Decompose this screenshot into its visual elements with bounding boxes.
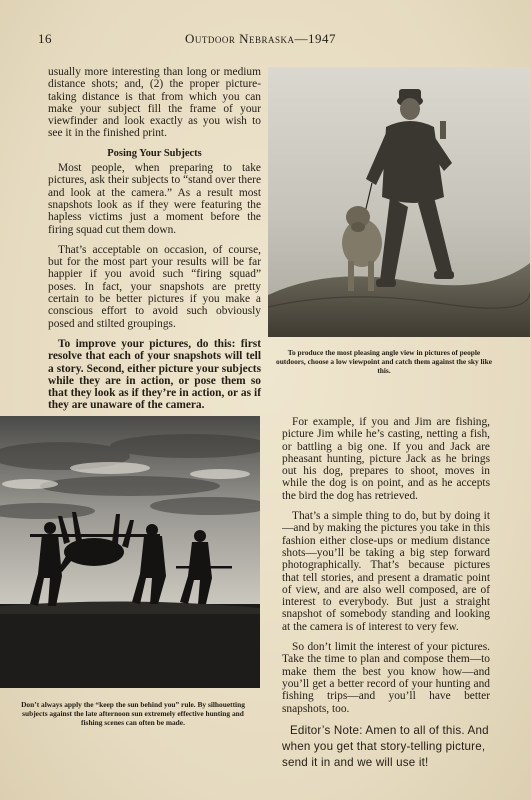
paragraph: For example, if you and Jim are fishing, picture Jim while he’s casting, netting a fish, or battling a big one. If you and Jack are pheasant hunting, picture Jack as he brings out his dog, prepares to shoot, moves in while the dog is on point, and as he accepts the bird the dog has retrieved. <box>282 416 490 502</box>
hunters-silhouette-photo <box>0 416 260 688</box>
hunters-silhouette-illustration <box>0 416 260 688</box>
paragraph: Most people, when preparing to take pictures, ask their subjects to “stand over there and look at the camera.” As a result most snapshots look as if they were featuring the hapless victims just a moment before the firing squad cut them down. <box>48 162 261 236</box>
section-subhead: Posing Your Subjects <box>107 147 202 159</box>
page-header <box>38 31 509 49</box>
paragraph: So don’t limit the interest of your pictures. Take the time to plan and compose them—to make them the best you know how—and you’ll get a better record of your hunting and fishing trips—and you’ll have better snapshots, too. <box>282 641 490 715</box>
hunter-with-dog-illustration <box>268 67 530 337</box>
photo-caption-top: To produce the most pleasing angle view in pictures of people outdoors, choose a low viewpoint and catch them against the sky like this. <box>276 348 492 376</box>
running-title: Outdoor Nebraska—1947 <box>185 31 337 46</box>
paragraph: usually more interesting than long or medium distance shots; and, (2) the proper picture-taking distance is that from which you can make your subject fill the frame of your viewfinder and look exactly as you wish to see it in the finished print. <box>48 66 261 140</box>
editor-note: Editor’s Note: Amen to all of this. And when you get that story-telling picture, send it in and we will use it! <box>282 723 489 769</box>
right-column-text <box>282 416 490 779</box>
paragraph: That’s acceptable on occasion, of course, but for the most part your results will be far happier if you avoid such “firing squad” poses. In fact, your snapshots are pretty certain to be better pictures if you make a conscious effort to avoid such obviously posed and stilted groupings. <box>48 243 261 330</box>
photo-caption-bottom: Don’t always apply the “keep the sun behind you” rule. By silhouetting subjects against the late afternoon sun extremely effective hunting and fishing scenes can often be made. <box>21 700 245 728</box>
left-column-text <box>48 66 261 420</box>
paragraph-bold: To improve your pictures, do this: first resolve that each of your snapshots will tell a story. Second, either picture your subjects while they are in action, or pose them so that they look as if they’re in action, or as if they are unaware of the camera. <box>48 337 261 412</box>
page-number: 16 <box>38 31 52 46</box>
paragraph: That’s a simple thing to do, but by doing it—and by making the pictures you take in this fashion either close-ups or medium distance shots—you’ll be taking a big step forward photographically. That’s because pictures that tell stories, and present a dramatic point of view, and are also well composed, are of interest to everybody. But just a straight snapshot of somebody standing and looking at the camera is of interest to very few. <box>282 510 490 633</box>
hunter-with-dog-photo <box>268 67 530 337</box>
